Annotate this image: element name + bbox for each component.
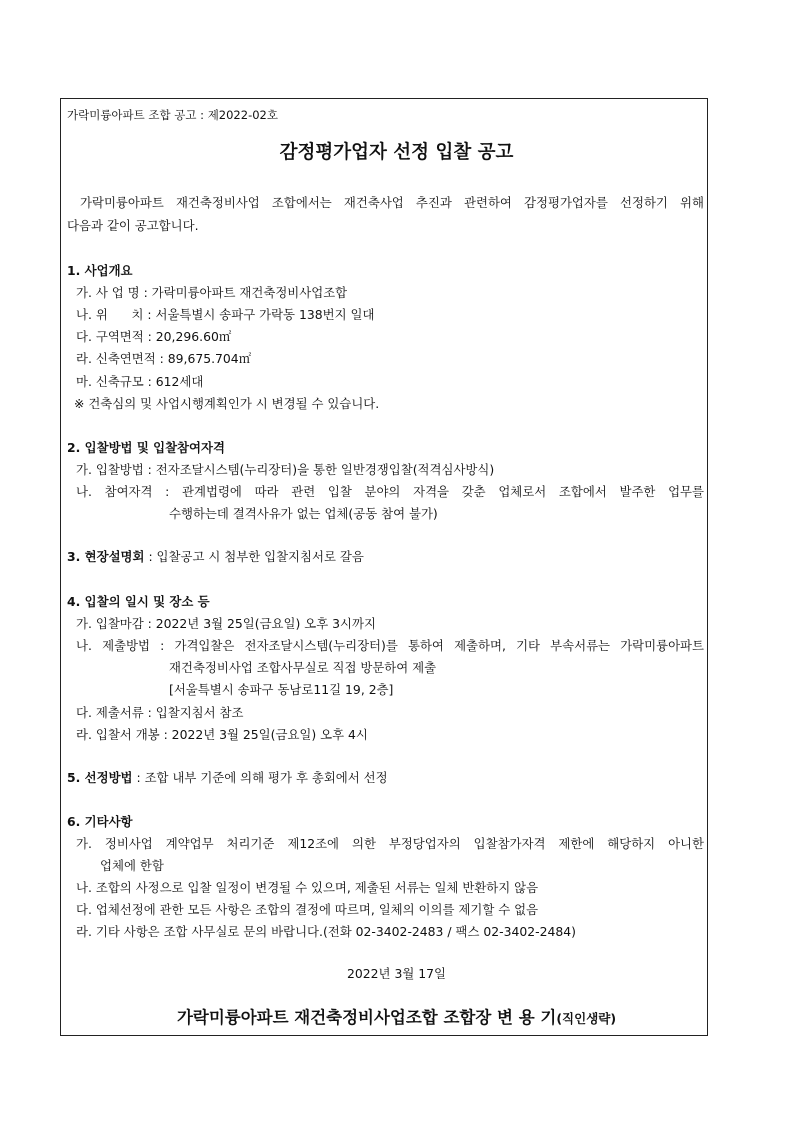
s1-item-area: 다. 구역면적 : 20,296.60㎡	[76, 329, 232, 344]
document-title: 감정평가업자 선정 입찰 공고	[279, 142, 514, 163]
notice-date: 2022년 3월 17일	[347, 966, 446, 981]
s6-item-decision: 다. 업체선정에 관한 모든 사항은 조합의 결정에 따르며, 일체의 이의를 제기할 수 없음	[76, 902, 539, 917]
s6-item-schedule-change: 나. 조합의 사정으로 입찰 일정이 변경될 수 있으며, 제출된 서류는 일체 반환하지 않음	[76, 880, 539, 895]
section-4-heading: 4. 입찰의 일시 및 장소 등	[67, 594, 210, 609]
s2-item-eligibility-line1: 나. 참여자격 : 관계법령에 따라 관련 입찰 분야의 자격을 갖춘 업체로서 조합에서 발주한 업무를	[76, 484, 704, 499]
section-3-heading: 3. 현장설명회	[67, 549, 145, 564]
section-6-heading: 6. 기타사항	[67, 814, 133, 829]
section-5-text: : 조합 내부 기준에 의해 평가 후 총회에서 선정	[132, 770, 388, 785]
signature-seal-note: (직인생략)	[556, 1011, 617, 1026]
section-3-text: : 입찰공고 시 첨부한 입찰지침서로 갈음	[144, 549, 364, 564]
s6-item-restriction-line1: 가. 정비사업 계약업무 처리기준 제12조에 의한 부정당업자의 입찰참가자격 제한에 해당하지 아니한	[76, 836, 704, 851]
s4-item-deadline: 가. 입찰마감 : 2022년 3월 25일(금요일) 오후 3시까지	[76, 616, 376, 631]
s4-item-submission-line1: 나. 제출방법 : 가격입찰은 전자조달시스템(누리장터)를 통하여 제출하며, 기타 부속서류는 가락미륭아파트	[76, 638, 704, 653]
s2-item-method: 가. 입찰방법 : 전자조달시스템(누리장터)을 통한 일반경쟁입찰(적격심사방식)	[76, 462, 495, 477]
section-5-line	[67, 770, 388, 786]
section-1-heading: 1. 사업개요	[67, 263, 133, 278]
intro-paragraph-line2: 다음과 같이 공고합니다.	[67, 218, 199, 233]
s1-item-scale: 마. 신축규모 : 612세대	[76, 374, 204, 389]
s6-item-contact: 라. 기타 사항은 조합 사무실로 문의 바랍니다.(전화 02-3402-2483 / 팩스 02-3402-2484)	[76, 924, 576, 939]
section-3-line	[67, 549, 364, 565]
s4-item-submission-address: [서울특별시 송파구 동남로11길 19, 2층]	[169, 682, 394, 697]
intro-paragraph-line1: 가락미륭아파트 재건축정비사업 조합에서는 재건축사업 추진과 관련하여 감정평가업자를 선정하기 위해	[80, 195, 704, 210]
s4-item-opening: 라. 입찰서 개봉 : 2022년 3월 25일(금요일) 오후 4시	[76, 727, 368, 742]
s1-item-name: 가. 사 업 명 : 가락미륭아파트 재건축정비사업조합	[76, 285, 348, 300]
s2-item-eligibility-line2: 수행하는데 결격사유가 없는 업체(공동 참여 불가)	[169, 506, 438, 521]
s6-item-restriction-line2: 업체에 한함	[100, 858, 164, 873]
signature-name: 가락미륭아파트 재건축정비사업조합 조합장 변 용 기	[176, 1008, 557, 1027]
s4-item-documents: 다. 제출서류 : 입찰지침서 참조	[76, 705, 244, 720]
section-5-heading: 5. 선정방법	[67, 770, 133, 785]
s1-item-location: 나. 위 치 : 서울특별시 송파구 가락동 138번지 일대	[76, 307, 375, 322]
s1-note: ※ 건축심의 및 사업시행계획인가 시 변경될 수 있습니다.	[74, 396, 380, 411]
signature-line	[0, 1008, 793, 1029]
s4-item-submission-line2: 재건축정비사업 조합사무실로 직접 방문하여 제출	[169, 660, 437, 675]
s1-item-floor-area: 라. 신축연면적 : 89,675.704㎡	[76, 351, 252, 366]
section-2-heading: 2. 입찰방법 및 입찰참여자격	[67, 440, 225, 455]
notice-number: 가락미륭아파트 조합 공고 : 제2022-02호	[67, 108, 278, 122]
